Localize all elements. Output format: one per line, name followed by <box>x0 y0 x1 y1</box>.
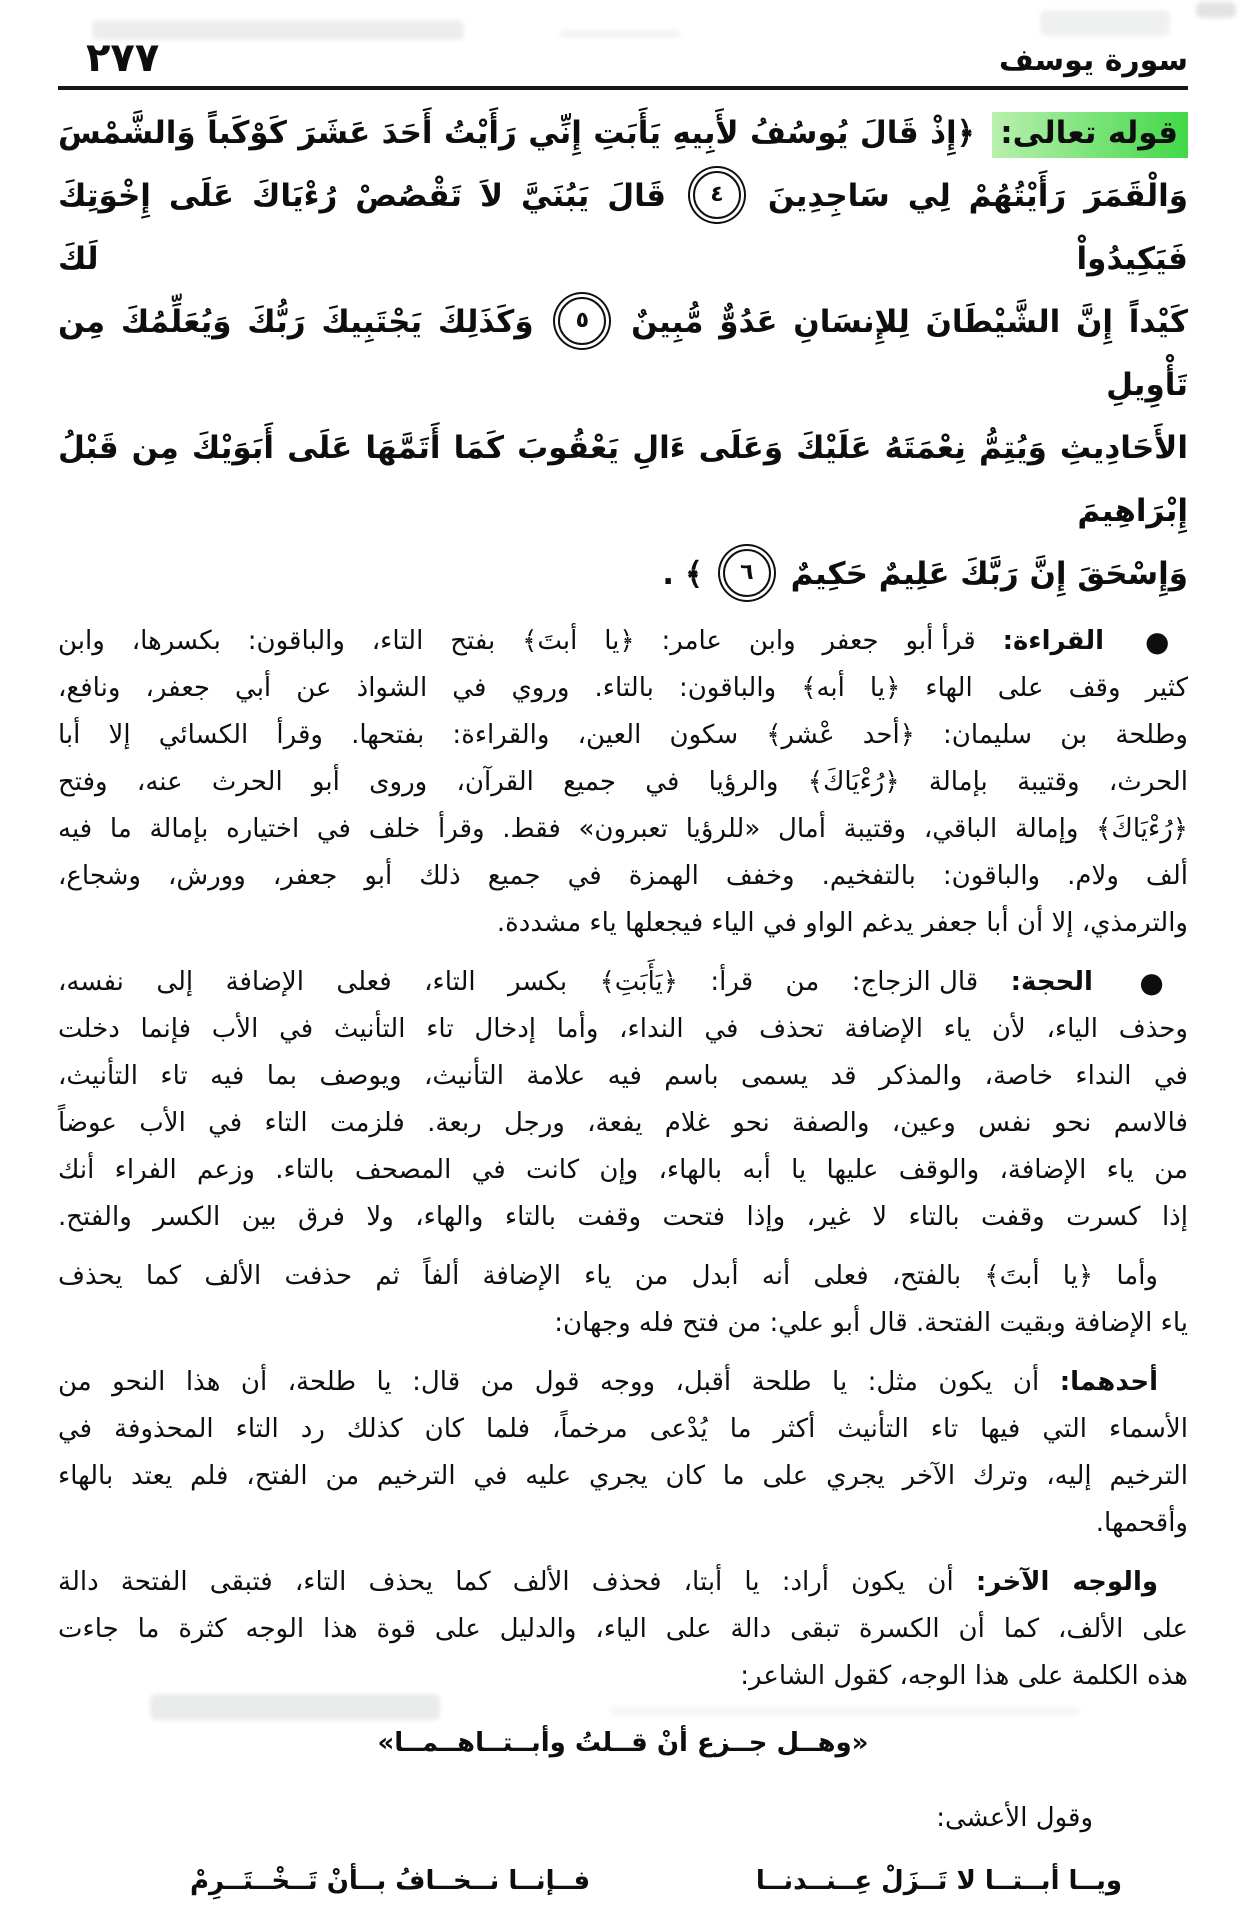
poetry-verse-single: «وهــل جــزع أنْ قــلتُ وأبــتــاهــمــا» <box>377 1728 869 1758</box>
hemistich-left: فــإنــا نــخــافُ بــأنْ تَــخْــتَــرِمْ <box>190 1866 591 1896</box>
ayah-marker: ٤ <box>693 171 741 219</box>
quran-line <box>58 291 1188 417</box>
quran-line <box>58 165 1188 291</box>
commentary-body <box>58 618 1188 1906</box>
quran-text: قَالَ يَبُنَيَّ لاَ تَقْصُصْ رُءْيَاكَ عَلَى إِخْوَتِكَ فَيَكِيدُواْ لَكَ <box>58 178 1188 277</box>
quran-line <box>58 543 1188 606</box>
paragraph-line: وحذف الياء، لأن ياء الإضافة تحذف في النداء، وأما إدخال تاء التأنيث في الأب فإنما دخلت <box>58 1014 1188 1044</box>
paragraph-line: الترخيم إليه، وترك الآخر يجري على ما كان يجري عليه في الترخيم من الفتح، فلم يعتد بالهاء <box>58 1461 1188 1491</box>
quran-text: وَالْقَمَرَ رَأَيْتُهُمْ لِي سَاجِدِينَ <box>767 178 1189 214</box>
ayah-marker: ٦ <box>723 549 771 597</box>
paragraph-line: من ياء الإضافة، والوقف عليها يا أبه بالهاء، وإن كانت في المصحف بالتاء. وزعم الفراء أنك <box>58 1155 1188 1185</box>
quran-verse-block <box>58 102 1188 606</box>
paragraph-line: إذا كسرت وقفت بالتاء لا غير، وإذا فتحت وقفت بالتاء والهاء، ولا فرق بين الكسر والفتح. <box>58 1202 1188 1232</box>
header-divider <box>58 86 1188 90</box>
section-label-second-aspect: والوجه الآخر: <box>975 1567 1159 1597</box>
surah-title: سورة يوسف <box>998 43 1188 78</box>
quran-text: ﴿إِذْ قَالَ يُوسُفُ لأَبِيهِ يَأَبَتِ إِنِّي رَأَيْتُ أَحَدَ عَشَرَ كَوْكَباً وَالشَّمْسَ <box>58 115 975 151</box>
page-number: ٢٧٧ <box>86 35 160 81</box>
hemistich-right: ويــا أبــتــا لا تَــزَلْ عِــنــدنــا <box>755 1866 1122 1896</box>
quran-line <box>58 102 1188 165</box>
amma-paragraph <box>58 1253 1188 1347</box>
bullet-icon: ● <box>1144 625 1189 658</box>
quran-text: كَيْداً إِنَّ الشَّيْطَانَ لِلإِنسَانِ عَدُوٌّ مُّبِينٌ <box>631 304 1188 340</box>
bullet-icon: ● <box>1139 966 1188 999</box>
quran-text: الأَحَادِيثِ وَيُتِمُّ نِعْمَتَهُ عَلَيْكَ وَعَلَى ءَالِ يَعْقُوبَ كَمَا أَتَمَّهَا عَلَى أَبَوَيْكَ مِن قَبْلُ إِبْرَاهِيمَ <box>58 430 1188 529</box>
paragraph-line <box>58 618 1188 665</box>
line-text: قال الزجاج: من قرأ: ﴿يَأَبَتِ﴾ بكسر التاء، فعلى الإضافة إلى نفسه، <box>58 967 979 997</box>
paragraph-line: الحرث، وقتيبة بإمالة ﴿رُءْيَاكَ﴾ والرؤيا في جميع القرآن، وروى أبو الحرث عنه، وفتح <box>58 767 1188 797</box>
paragraph-line <box>58 1559 1188 1606</box>
poetry-verse-two-hemistichs <box>58 1856 1188 1906</box>
paragraph-line: ﴿رُءْيَاكَ﴾ وإمالة الباقي، وقتيبة أمال «للرؤيا تعبرون» فقط. وقرأ خلف في اختياره بإمالة ما فيه <box>58 814 1188 844</box>
paragraph-line <box>58 959 1188 1006</box>
quran-closing-bracket: ﴾ . <box>662 556 703 592</box>
section-label-qiraah: القراءة: <box>1002 626 1105 656</box>
paragraph-line <box>58 1359 1188 1406</box>
line-text: أن يكون أراد: يا أبتا، فحذف الألف كما يحذف التاء، فتبقى الفتحة دالة <box>58 1567 954 1597</box>
paragraph-line: ألف ولام. والباقون: بالتفخيم. وخفف الهمزة في جميع ذلك أبو جعفر، وورش، وشجاع، <box>58 861 1188 891</box>
second-aspect-section <box>58 1559 1188 1700</box>
paragraph-line: كثير وقف على الهاء ﴿يا أبه﴾ والباقون: بالتاء. وروي في الشواذ عن أبي جعفر، ونافع، <box>58 673 1188 703</box>
poet-intro: وقول الأعشى: <box>936 1803 1093 1833</box>
paragraph-line: الأسماء التي فيها تاء التأنيث أكثر ما يُدْعى مرخماً، فلما كان كذلك رد التاء المحذوفة في <box>58 1414 1188 1444</box>
paragraph-line: والترمذي، إلا أن أبا جعفر يدغم الواو في الياء فيجعلها ياء مشددة. <box>496 908 1188 938</box>
quran-text: وَإِسْحَقَ إِنَّ رَبَّكَ عَلِيمٌ حَكِيمٌ <box>790 556 1188 592</box>
paragraph-line: في النداء خاصة، والمذكر قد يسمى باسم فيه علامة التأنيث، ويوصف بما فيه تاء التأنيث، <box>58 1061 1188 1091</box>
line-text: أن يكون مثل: يا طلحة أقبل، ووجه قول من قال: يا طلحة، أن هذا النحو من <box>58 1367 1040 1397</box>
paragraph-line: وطلحة بن سليمان: ﴿أحد عْشر﴾ سكون العين، والقراءة: بفتحها. وقرأ الكسائي إلا أبا <box>58 720 1188 750</box>
qiraah-section <box>58 618 1188 947</box>
quran-intro-highlight: قوله تعالى: <box>992 112 1188 158</box>
paragraph-line: على الألف، كما أن الكسرة تبقى دالة على الياء، والدليل على قوة هذا الوجه كثرة ما جاءت <box>58 1614 1188 1644</box>
section-label-hujjah: الحجة: <box>1010 967 1093 997</box>
hujjah-section <box>58 959 1188 1241</box>
quran-line <box>58 417 1188 543</box>
line-text: قرأ أبو جعفر وابن عامر: ﴿يا أبتَ﴾ بفتح التاء، والباقون: بكسرها، وابن <box>58 626 976 656</box>
paragraph-line: ياء الإضافة وبقيت الفتحة. قال أبو علي: من فتح فله وجهان: <box>554 1308 1188 1338</box>
first-aspect-section <box>58 1359 1188 1547</box>
section-label-first-aspect: أحدهما: <box>1059 1367 1159 1397</box>
paragraph-line: هذه الكلمة على هذا الوجه، كقول الشاعر: <box>740 1661 1188 1691</box>
paragraph-line: وأما ﴿يا أبتَ﴾ بالفتح، فعلى أنه أبدل من ياء الإضافة ألفاً ثم حذفت الألف كما يحذف <box>58 1261 1158 1291</box>
quran-text: وَكَذَلِكَ يَجْتَبِيكَ رَبُّكَ وَيُعَلِّمُكَ مِن تَأْوِيلِ <box>58 304 1188 403</box>
paragraph-line: وأقحمها. <box>1095 1508 1188 1538</box>
page-header <box>58 26 1188 81</box>
paragraph-line: فالاسم نحو نفس وعين، والصفة نحو غلام يفعة، ورجل ربعة. فلزمت التاء في الأب عوضاً <box>58 1108 1188 1138</box>
ayah-marker: ٥ <box>558 297 606 345</box>
